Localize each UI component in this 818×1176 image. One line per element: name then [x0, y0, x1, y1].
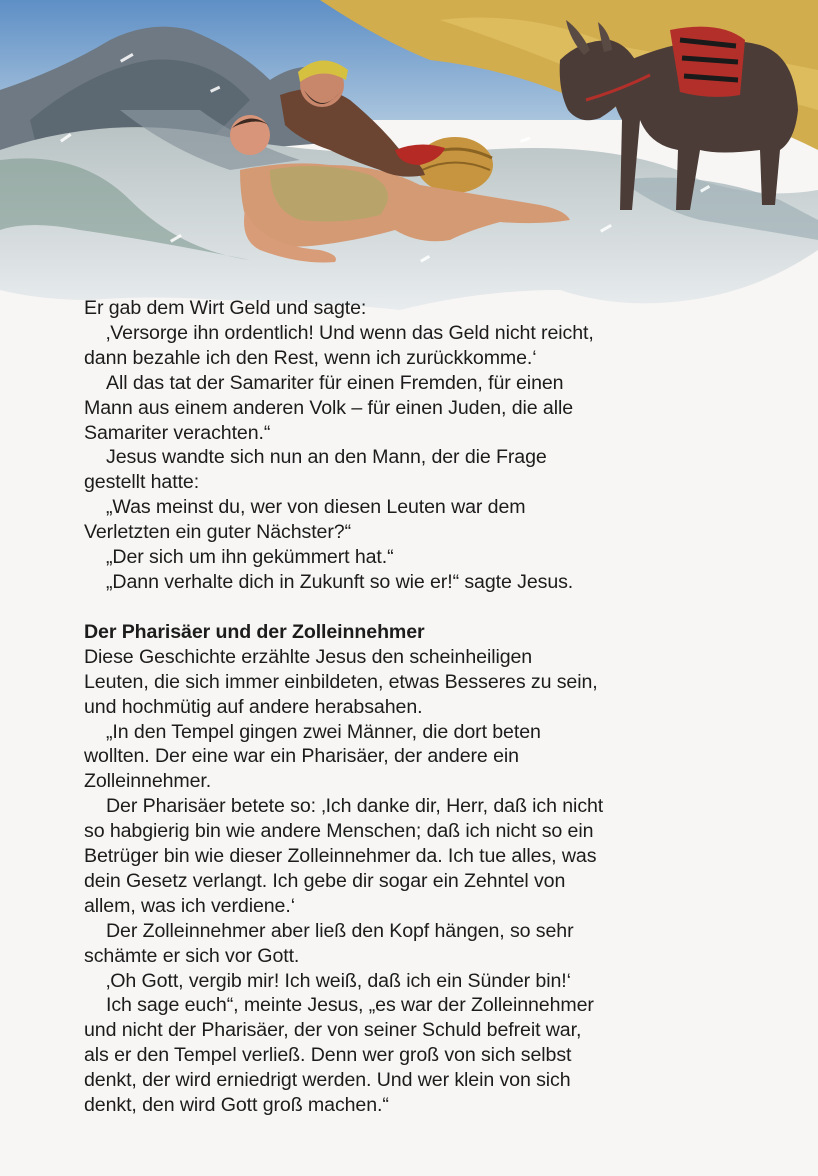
text-line: schämte er sich vor Gott. — [84, 944, 300, 967]
section-pharisee — [84, 620, 784, 1118]
text-line: und nicht der Pharisäer, der von seiner Schuld befreit war, — [84, 1019, 582, 1042]
text-line: Betrüger bin wie dieser Zolleinnehmer da. Ich tue alles, was — [84, 845, 597, 868]
text-line: wollten. Der eine war ein Pharisäer, der andere ein — [84, 745, 519, 768]
text-line: „Der sich um ihn gekümmert hat.“ — [106, 546, 394, 569]
text-line: Der Pharisäer betete so: ‚Ich danke dir, Herr, daß ich nicht — [106, 795, 604, 818]
text-line: Er gab dem Wirt Geld und sagte: — [84, 297, 367, 319]
text-line: „Dann verhalte dich in Zukunft so wie er!“ sagte Jesus. — [106, 570, 574, 593]
text-line: Samariter verachten.“ — [84, 421, 271, 444]
text-line: allem, was ich verdiene.‘ — [84, 894, 295, 917]
text-line: Der Zolleinnehmer aber ließ den Kopf hängen, so sehr — [106, 919, 574, 942]
text-line: All das tat der Samariter für einen Fremden, für einen — [106, 371, 564, 394]
text-line: denkt, der wird erniedrigt werden. Und wer klein von sich — [84, 1069, 571, 1092]
text-line: Verletzten ein guter Nächster?“ — [84, 521, 352, 544]
text-line: ‚Oh Gott, vergib mir! Ich weiß, daß ich ein Sünder bin!‘ — [106, 969, 571, 992]
good-samaritan-illustration — [0, 0, 818, 330]
story-text — [84, 296, 784, 1118]
text-line: denkt, den wird Gott groß machen.“ — [84, 1094, 389, 1117]
section-samaritan-ending — [84, 296, 784, 595]
text-line: und hochmütig auf andere herabsahen. — [84, 695, 423, 718]
text-line: ‚Versorge ihn ordentlich! Und wenn das Geld nicht reicht, — [106, 321, 594, 344]
text-line: Diese Geschichte erzählte Jesus den scheinheiligen — [84, 645, 533, 668]
text-line: Ich sage euch“, meinte Jesus, „es war der Zolleinnehmer — [106, 994, 594, 1017]
text-line: Mann aus einem anderen Volk – für einen Juden, die alle — [84, 396, 574, 419]
text-line: dein Gesetz verlangt. Ich gebe dir sogar ein Zehntel von — [84, 869, 566, 892]
text-line: dann bezahle ich den Rest, wenn ich zurückkomme.‘ — [84, 346, 537, 369]
text-line: als er den Tempel verließ. Denn wer groß von sich selbst — [84, 1044, 572, 1067]
section-spacer — [84, 595, 784, 620]
text-line: so habgierig bin wie andere Menschen; daß ich nicht so ein — [84, 820, 594, 843]
text-line: Leuten, die sich immer einbildeten, etwas Besseres zu sein, — [84, 670, 598, 693]
text-line: gestellt hatte: — [84, 471, 200, 494]
text-line: „Was meinst du, wer von diesen Leuten war dem — [106, 496, 526, 519]
text-line: „In den Tempel gingen zwei Männer, die dort beten — [106, 720, 541, 743]
section-pharisee-body — [84, 645, 784, 1118]
text-line: Jesus wandte sich nun an den Mann, der die Frage — [106, 446, 547, 469]
section-heading: Der Pharisäer und der Zolleinnehmer — [84, 620, 425, 643]
text-line: Zolleinnehmer. — [84, 770, 212, 793]
